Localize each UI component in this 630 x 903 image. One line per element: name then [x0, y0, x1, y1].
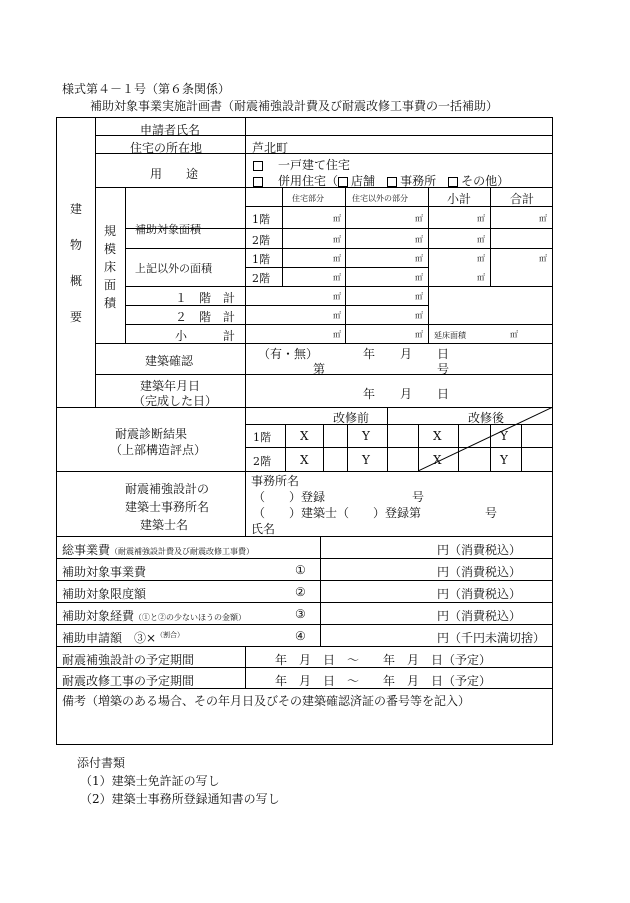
total-cost-label: 総事業費（耐震補強設計費及び耐震改修工事費） — [62, 543, 255, 557]
unit: ㎡ — [415, 214, 423, 223]
x-label: X — [300, 453, 309, 467]
floor-label: 1階 — [252, 253, 270, 266]
other-area-label: 上記以外の面積 — [135, 262, 212, 275]
usage-option-mixed[interactable]: 併用住宅（ 店舗 事務所 その他） — [253, 172, 509, 189]
col-total: 合計 — [510, 192, 535, 206]
yen-tax: 円（消費税込） — [437, 609, 522, 623]
floor-label: 1階 — [253, 431, 271, 444]
section-char: 要 — [70, 310, 83, 324]
floor-area-char: 面 — [104, 278, 117, 292]
confirm-label: 建築確認 — [145, 354, 194, 368]
usage-label: 用 途 — [150, 167, 199, 181]
subtotal-label: 小 計 — [175, 329, 236, 343]
date-month: 月 — [400, 347, 413, 361]
applicant-label: 申請者氏名 — [140, 123, 201, 137]
floor-area-char: 積 — [104, 296, 117, 310]
gou-label: 号 — [485, 506, 498, 520]
unit: ㎡ — [415, 235, 423, 244]
y-label: Y — [362, 429, 370, 443]
x-label: X — [300, 429, 309, 443]
floor-label: 2階 — [252, 272, 270, 285]
date-year: 年 — [363, 387, 376, 401]
unit: ㎡ — [415, 254, 423, 263]
office-name-label: 事務所名 — [251, 474, 300, 488]
built-label-sub: （完成した日） — [133, 394, 218, 408]
design-period-value: 年 月 日 ～ 年 月 日（予定） — [275, 653, 492, 667]
mark: ③ — [295, 607, 306, 621]
design-period-label: 耐震補強設計の予定期間 — [62, 653, 195, 667]
unit: ㎡ — [333, 330, 341, 339]
name-label: 氏名 — [251, 522, 276, 536]
unit: ㎡ — [333, 273, 341, 282]
total-floor-area-label: 延床面積 — [434, 331, 466, 340]
registration-line: （ ）建築士（ ）登録第 — [253, 506, 422, 520]
unit: ㎡ — [333, 254, 341, 263]
work-period-value: 年 月 日 ～ 年 月 日（予定） — [275, 674, 492, 688]
unit: ㎡ — [333, 235, 341, 244]
unit: ㎡ — [415, 311, 423, 320]
usage-option-detached[interactable]: 一戸建て住宅 — [253, 156, 350, 173]
expense-label: 補助対象経費（①と②の少ないほうの金額） — [62, 609, 247, 623]
col-residential: 住宅部分 — [292, 194, 324, 203]
floor-area-char: 模 — [104, 242, 117, 256]
unit: ㎡ — [477, 254, 485, 263]
floor2-total-label: ２ 階 計 — [175, 310, 236, 324]
form-number: 様式第４－１号（第６条関係） — [62, 82, 231, 96]
address-label: 住宅の所在地 — [130, 141, 203, 155]
architect-label: 建築士名 — [140, 518, 189, 532]
x-label: X — [433, 429, 442, 443]
diagnosis-label: 耐震診断結果 — [115, 427, 188, 441]
y-label: Y — [362, 453, 370, 467]
col-nonresidential: 住宅以外の部分 — [352, 194, 408, 203]
unit: ㎡ — [539, 214, 547, 223]
confirm-gou: 号 — [437, 362, 450, 376]
date-day: 日 — [437, 387, 450, 401]
unit: ㎡ — [333, 311, 341, 320]
unit: ㎡ — [510, 330, 518, 339]
address-value: 芦北町 — [252, 141, 289, 155]
unit: ㎡ — [333, 292, 341, 301]
section-char: 概 — [70, 274, 83, 288]
confirm-dai: 第 — [313, 362, 326, 376]
floor1-total-label: １ 階 計 — [175, 291, 236, 305]
x-label: X — [433, 453, 442, 467]
subject-cost-label: 補助対象事業費 — [62, 565, 147, 579]
floor-area-char: 規 — [104, 224, 117, 238]
mark: ④ — [295, 629, 306, 643]
y-label: Y — [500, 429, 508, 443]
yen-tax: 円（消費税込） — [437, 565, 522, 579]
yen-round: 円（千円未満切捨） — [437, 631, 546, 645]
date-month: 月 — [400, 387, 413, 401]
y-label: Y — [500, 453, 508, 467]
section-char: 物 — [70, 238, 83, 252]
mark: ② — [295, 585, 306, 599]
gou-label: 号 — [412, 490, 425, 504]
mark: ① — [295, 563, 306, 577]
date-year: 年 — [363, 347, 376, 361]
floor-label: 2階 — [253, 455, 271, 468]
architect-label: 建築士事務所名 — [125, 500, 210, 514]
unit: ㎡ — [539, 254, 547, 263]
floor-label: 1階 — [252, 213, 270, 226]
floor-label: 2階 — [252, 234, 270, 247]
unit: ㎡ — [477, 273, 485, 282]
form-title: 補助対象事業実施計画書（耐震補強設計費及び耐震改修工事費の一括補助） — [90, 99, 499, 113]
before-label: 改修前 — [333, 411, 370, 425]
floor-area-char: 床 — [104, 260, 117, 274]
limit-label: 補助対象限度額 — [62, 587, 147, 601]
unit: ㎡ — [415, 273, 423, 282]
unit: ㎡ — [477, 214, 485, 223]
request-label: 補助申請額 ③×$^{(割合)}$ — [62, 631, 185, 645]
unit: ㎡ — [477, 235, 485, 244]
after-label: 改修後 — [468, 411, 505, 425]
yen-tax: 円（消費税込） — [437, 587, 522, 601]
confirm-yesno[interactable]: （有・無） — [258, 347, 319, 361]
unit: ㎡ — [333, 214, 341, 223]
diagnosis-label-sub: （上部構造評点） — [110, 443, 207, 457]
col-subtotal: 小計 — [447, 192, 472, 206]
unit: ㎡ — [415, 292, 423, 301]
remarks-label: 備考（増築のある場合、その年月日及びその建築確認済証の番号等を記入） — [62, 694, 471, 708]
subsidy-area-label: 補助対象面積 — [135, 223, 201, 236]
unit: ㎡ — [415, 330, 423, 339]
attachments-title: 添付書類 — [77, 756, 126, 770]
attachment-item: （1）建築士免許証の写し — [80, 774, 220, 788]
yen-tax: 円（消費税込） — [437, 543, 522, 557]
built-label: 建築年月日 — [140, 379, 201, 393]
date-day: 日 — [437, 347, 450, 361]
section-char: 建 — [70, 202, 83, 216]
architect-label: 耐震補強設計の — [125, 482, 210, 496]
attachment-item: （2）建築士事務所登録通知書の写し — [80, 792, 280, 806]
registration-line: （ ）登録 — [253, 490, 326, 504]
work-period-label: 耐震改修工事の予定期間 — [62, 674, 195, 688]
